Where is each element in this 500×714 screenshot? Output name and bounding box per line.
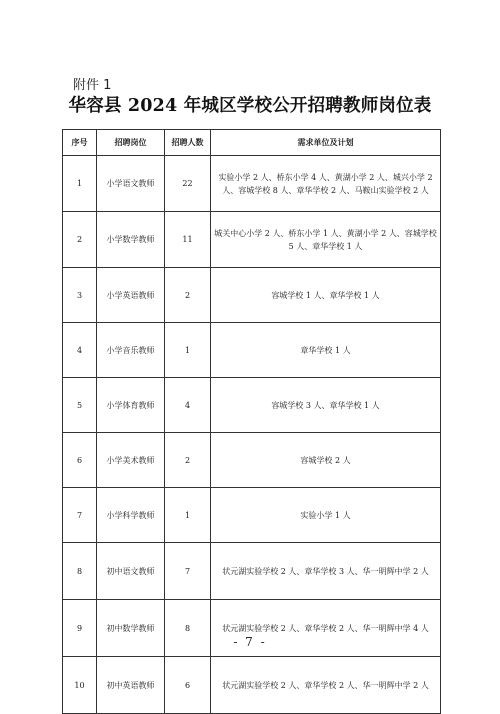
row-count: 1	[165, 488, 211, 543]
row-demand: 状元湖实验学校 2 人、章华学校 3 人、华一明辉中学 2 人	[211, 543, 441, 600]
row-position: 初中语文教师	[97, 543, 165, 600]
table-row	[63, 543, 441, 600]
table-row	[63, 433, 441, 488]
table-row	[63, 657, 441, 714]
row-number: 9	[63, 600, 97, 657]
row-demand: 容城学校 2 人	[211, 433, 441, 488]
row-position: 小学美术教师	[97, 433, 165, 488]
header-number: 序号	[63, 130, 97, 156]
page-number: - 7 -	[233, 635, 267, 649]
row-demand: 容城学校 3 人、章华学校 1 人	[211, 378, 441, 433]
table-header-row	[63, 130, 441, 156]
row-number: 2	[63, 212, 97, 268]
row-number: 5	[63, 378, 97, 433]
document-title: 华容县 2024 年城区学校公开招聘教师岗位表	[68, 96, 432, 116]
row-count: 7	[165, 543, 211, 600]
header-count: 招聘人数	[165, 130, 211, 156]
row-number: 3	[63, 268, 97, 323]
row-position: 小学音乐教师	[97, 323, 165, 378]
row-demand: 城关中心小学 2 人、桥东小学 1 人、黄湖小学 2 人、容城学校 5 人、章华学校 1 人	[211, 212, 441, 268]
table-row	[63, 378, 441, 433]
table-row	[63, 268, 441, 323]
header-position: 招聘岗位	[97, 130, 165, 156]
row-position: 小学语文教师	[97, 156, 165, 212]
row-count: 2	[165, 268, 211, 323]
row-number: 10	[63, 657, 97, 714]
row-position: 小学科学教师	[97, 488, 165, 543]
table-row	[63, 156, 441, 212]
row-count: 2	[165, 433, 211, 488]
row-demand: 实验小学 1 人	[211, 488, 441, 543]
row-number: 7	[63, 488, 97, 543]
row-count: 11	[165, 212, 211, 268]
row-demand: 状元湖实验学校 2 人、章华学校 2 人、华一明辉中学 2 人	[211, 657, 441, 714]
row-number: 6	[63, 433, 97, 488]
row-position: 小学体育教师	[97, 378, 165, 433]
row-demand: 状元湖实验学校 2 人、章华学校 2 人、华一明辉中学 4 人	[211, 600, 441, 657]
row-number: 1	[63, 156, 97, 212]
header-demand: 需求单位及计划	[211, 130, 441, 156]
row-position: 初中数学教师	[97, 600, 165, 657]
row-count: 22	[165, 156, 211, 212]
table-row	[63, 212, 441, 268]
row-demand: 容城学校 1 人、章华学校 1 人	[211, 268, 441, 323]
recruitment-table	[62, 129, 441, 714]
row-number: 8	[63, 543, 97, 600]
row-demand: 章华学校 1 人	[211, 323, 441, 378]
row-position: 小学英语教师	[97, 268, 165, 323]
row-demand: 实验小学 2 人、桥东小学 4 人、黄湖小学 2 人、城兴小学 2 人、容城学校 8 人、章华学校 2 人、马鞍山实验学校 2 人	[211, 156, 441, 212]
table-row	[63, 323, 441, 378]
row-count: 8	[165, 600, 211, 657]
attachment-label: 附件 1	[73, 78, 112, 93]
row-number: 4	[63, 323, 97, 378]
row-position: 小学数学教师	[97, 212, 165, 268]
table-row	[63, 488, 441, 543]
row-count: 1	[165, 323, 211, 378]
row-count: 4	[165, 378, 211, 433]
row-count: 6	[165, 657, 211, 714]
row-position: 初中英语教师	[97, 657, 165, 714]
